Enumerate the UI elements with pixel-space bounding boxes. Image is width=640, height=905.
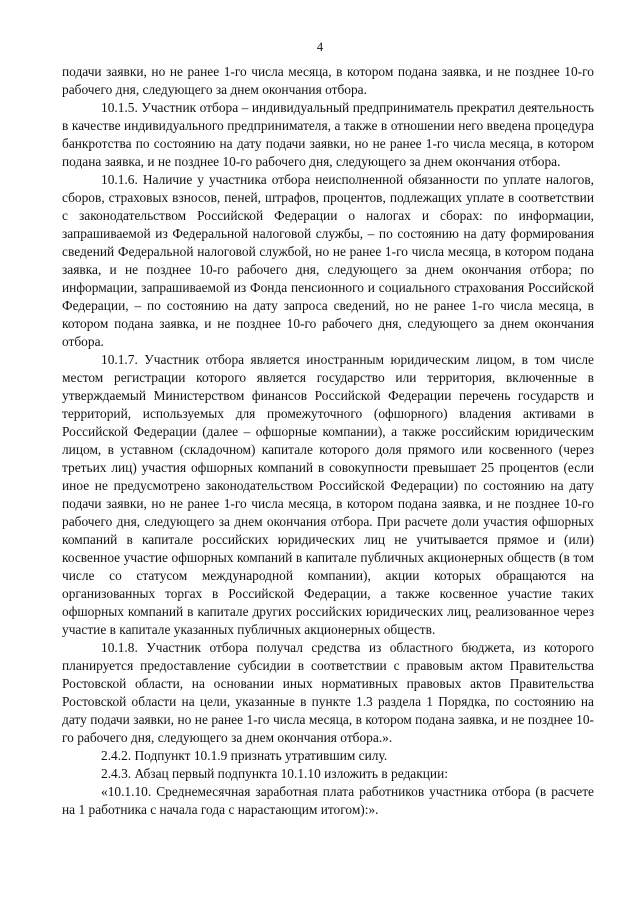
paragraph-10-1-7: 10.1.7. Участник отбора является иностранным юридическим лицом, в том числе местом регистрации которого является государство или территория, включенные в утверждаемый Министерством финансов Российской Федерации перечень государств и территорий, используемых для промежуточного (офшорного) владения активами в Российской Федерации (далее – офшорные компании), а также российским юридическим лицом, в уставном (складочном) капитале которого доля прямого или косвенного (через третьих лиц) участия офшорных компаний в совокупности превышает 25 процентов (если иное не предусмотрено законодательством Российской Федерации) по состоянию на дату подачи заявки, но не ранее 1-го числа месяца, в котором подана заявка, и не позднее 10-го рабочего дня, следующего за днем окончания отбора. При расчете доли участия офшорных компаний в капитале российских юридических лиц не учитывается прямое и (или) косвенное участие офшорных компаний в капитале публичных акционерных обществ (в том числе со статусом международной компании), акции которых обращаются на организованных торгах в Российской Федерации, а также косвенное участие таких офшорных компаний в капитале других российских юридических лиц, реализованное через участие в капитале указанных публичных акционерных обществ. bbox=[62, 352, 594, 637]
page-number: 4 bbox=[316, 40, 324, 54]
paragraph-2-4-3: 2.4.3. Абзац первый подпункта 10.1.10 изложить в редакции: bbox=[101, 766, 448, 781]
document-body bbox=[62, 63, 594, 819]
paragraph-continuation: подачи заявки, но не ранее 1-го числа месяца, в котором подана заявка, и не позднее 10-го рабочего дня, следующего за днем окончания отбора. bbox=[62, 64, 594, 97]
paragraph-10-1-10: «10.1.10. Среднемесячная заработная плата работников участника отбора (в расчете на 1 работника с начала года с нарастающим итогом):». bbox=[62, 784, 594, 817]
paragraph-10-1-6: 10.1.6. Наличие у участника отбора неисполненной обязанности по уплате налогов, сборов, страховых взносов, пеней, штрафов, процентов, подлежащих уплате в соответствии с законодательством Российской Федерации о налогах и сборах: по информации, запрашиваемой из Федеральной налоговой службы, – по состоянию на дату формирования сведений Федеральной налоговой службой, но не ранее 1-го числа месяца, в котором подана заявка, и не позднее 10-го рабочего дня, следующего за днем окончания отбора; по информации, запрашиваемой из Фонда пенсионного и социального страхования Российской Федерации, – по состоянию на дату запроса сведений, но не ранее 1-го числа месяца, в котором подана заявка, и не позднее 10-го рабочего дня, следующего за днем окончания отбора. bbox=[62, 172, 594, 349]
paragraph-10-1-5: 10.1.5. Участник отбора – индивидуальный предприниматель прекратил деятельность в качестве индивидуального предпринимателя, а также в отношении него введена процедура банкротства по состоянию на дату подачи заявки, но не ранее 1-го числа месяца, в котором подана заявка, и не позднее 10-го рабочего дня, следующего за днем окончания отбора. bbox=[62, 100, 594, 169]
paragraph-10-1-8: 10.1.8. Участник отбора получал средства из областного бюджета, из которого планируется предоставление субсидии в соответствии с правовым актом Правительства Ростовской области, на основании иных нормативных правовых актов Правительства Ростовской области на цели, указанные в пункте 1.3 раздела 1 Порядка, по состоянию на дату подачи заявки, но не ранее 1-го числа месяца, в котором подана заявка, и не позднее 10-го рабочего дня, следующего за днем окончания отбора.». bbox=[62, 640, 594, 745]
paragraph-2-4-2: 2.4.2. Подпункт 10.1.9 признать утратившим силу. bbox=[101, 748, 388, 763]
